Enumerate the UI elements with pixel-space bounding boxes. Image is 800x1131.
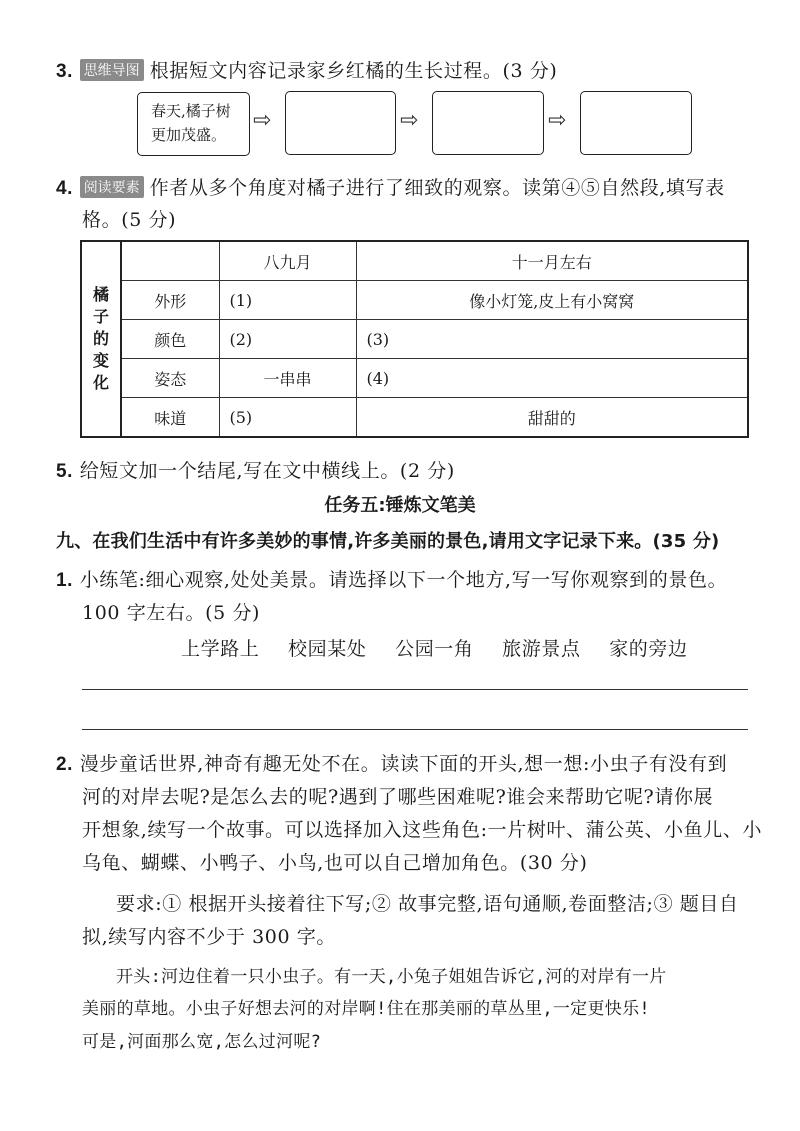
sub2-text-line: 开想象,续写一个故事。可以选择加入这些角色:一片树叶、蒲公英、小鱼儿、小	[82, 819, 763, 841]
answer-cell[interactable]: (1)	[219, 281, 356, 320]
col-header-november: 十一月左右	[356, 241, 748, 281]
option-item: 上学路上	[181, 638, 260, 660]
table-row	[81, 281, 748, 320]
writing-line[interactable]	[82, 689, 748, 690]
row-label: 外形	[121, 281, 219, 320]
table-row	[81, 320, 748, 359]
option-item: 公园一角	[395, 638, 474, 660]
side-label	[81, 241, 121, 437]
opening-line: 可是,河面那么宽,怎么过河呢?	[82, 1032, 322, 1052]
table-cell: 像小灯笼,皮上有小窝窝	[356, 281, 748, 320]
q5-line	[56, 456, 455, 483]
place-options	[181, 634, 710, 661]
sub2-number: 2.	[56, 754, 74, 775]
row-label: 颜色	[121, 320, 219, 359]
arrow-right-icon: ⇨	[548, 108, 567, 133]
sub2-text-line1: 漫步童话世界,神奇有趣无处不在。读读下面的开头,想一想:小虫子有没有到	[79, 753, 728, 775]
side-label-char: 橘	[92, 285, 109, 304]
sub2-text-line: 乌龟、蝴蝶、小鸭子、小鸟,也可以自己增加角色。(30 分)	[82, 852, 588, 874]
option-item: 旅游景点	[502, 638, 581, 660]
observation-table	[80, 240, 749, 438]
answer-cell[interactable]: (2)	[219, 320, 356, 359]
q5-text: 给短文加一个结尾,写在文中横线上。(2 分)	[79, 460, 455, 482]
sub1-line1	[56, 565, 727, 592]
answer-cell[interactable]: (4)	[356, 359, 748, 398]
sub2-text-line: 河的对岸去呢?是怎么去的呢?遇到了哪些困难呢?谁会来帮助它呢?请你展	[82, 786, 714, 808]
requirements-line: 拟,续写内容不少于 300 字。	[82, 926, 336, 948]
sub1-number: 1.	[56, 570, 74, 591]
flow-box-2-blank[interactable]	[285, 91, 396, 155]
q4-text-line1: 作者从多个角度对橘子进行了细致的观察。读第④⑤自然段,填写表	[149, 177, 725, 199]
option-item: 校园某处	[288, 638, 367, 660]
flow-box-4-blank[interactable]	[580, 91, 692, 155]
sub1-text-line1: 小练笔:细心观察,处处美景。请选择以下一个地方,写一写你观察到的景色。	[79, 569, 728, 591]
flow-box-3-blank[interactable]	[432, 91, 544, 155]
q4-line2: 格。(5 分)	[82, 209, 177, 231]
writing-line[interactable]	[82, 729, 748, 730]
q4-line1	[56, 173, 725, 200]
sub1-line2: 100 字左右。(5 分)	[82, 602, 261, 624]
row-label: 味道	[121, 398, 219, 438]
flow-box-1	[137, 92, 250, 156]
side-label-char: 子	[92, 307, 109, 326]
header-empty-cell	[121, 241, 219, 281]
table-row	[81, 398, 748, 438]
table-cell: 一串串	[219, 359, 356, 398]
arrow-right-icon: ⇨	[400, 108, 419, 133]
requirements-line: 要求:① 根据开头接着往下写;② 故事完整,语句通顺,卷面整洁;③ 题目自	[116, 893, 739, 915]
side-label-char: 化	[92, 373, 109, 392]
q3-number: 3.	[56, 61, 74, 82]
q9-heading: 九、在我们生活中有许多美妙的事情,许多美丽的景色,请用文字记录下来。(35 分)	[56, 531, 720, 552]
opening-line: 美丽的草地。小虫子好想去河的对岸啊!住在那美丽的草丛里,一定更快乐!	[82, 999, 650, 1019]
col-header-aug-sep: 八九月	[219, 241, 356, 281]
table-cell: 甜甜的	[356, 398, 748, 438]
row-label: 姿态	[121, 359, 219, 398]
flow-box-1-line1: 春天,橘子树	[151, 102, 231, 120]
side-label-char: 变	[92, 351, 109, 370]
table-row	[81, 359, 748, 398]
option-item: 家的旁边	[609, 638, 688, 660]
q4-tag: 阅读要素	[80, 176, 144, 198]
q4-number: 4.	[56, 178, 74, 199]
q5-number: 5.	[56, 461, 74, 482]
opening-line: 开头:河边住着一只小虫子。有一天,小兔子姐姐告诉它,河的对岸有一片	[116, 967, 667, 987]
answer-cell[interactable]: (5)	[219, 398, 356, 438]
answer-cell[interactable]: (3)	[356, 320, 748, 359]
q3-tag: 思维导图	[80, 59, 144, 81]
q3-text: 根据短文内容记录家乡红橘的生长过程。(3 分)	[149, 60, 558, 82]
sub2-line1	[56, 749, 727, 776]
q3-line	[56, 56, 557, 83]
flow-box-1-line2: 更加茂盛。	[151, 126, 227, 144]
side-label-char: 的	[92, 329, 109, 348]
arrow-right-icon: ⇨	[253, 108, 272, 133]
section-title: 任务五:锤炼文笔美	[324, 495, 476, 516]
